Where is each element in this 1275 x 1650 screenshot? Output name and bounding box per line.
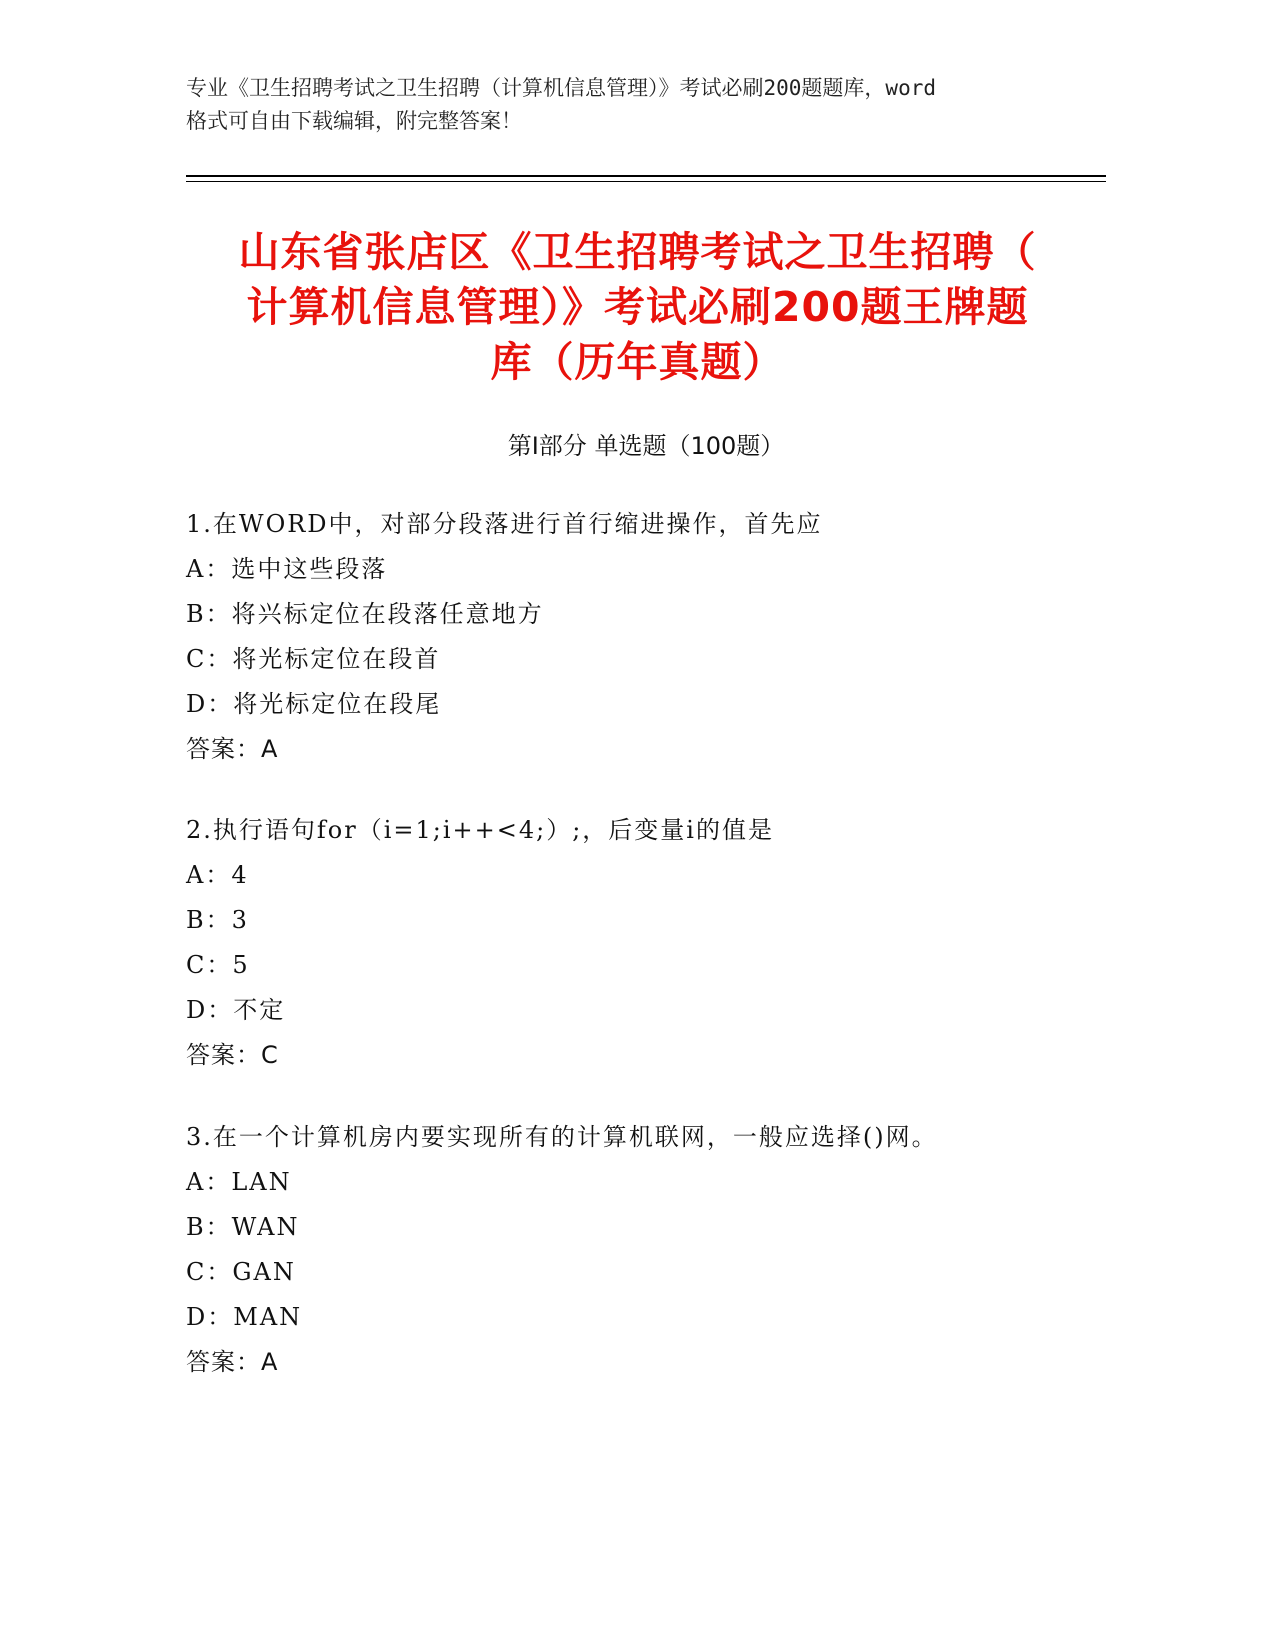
header-divider-thin <box>186 181 1106 182</box>
title-line-3: 库（历年真题） <box>490 338 785 386</box>
question-2 <box>186 808 1106 1078</box>
option-d: D：MAN <box>186 1303 303 1331</box>
section-title: 第Ⅰ部分 单选题（100题） <box>507 432 785 460</box>
title-line-2: 计算机信息管理）》考试必刷200题王牌题 <box>246 283 1029 331</box>
option-c: C：5 <box>186 951 250 979</box>
option-c: C：将光标定位在段首 <box>186 645 441 673</box>
option-b: B：将兴标定位在段落任意地方 <box>186 600 544 628</box>
question-stem: 1.在WORD中，对部分段落进行首行缩进操作，首先应 <box>186 510 823 538</box>
header-divider-thick <box>186 175 1106 177</box>
option-a: A：选中这些段落 <box>186 555 388 583</box>
option-b: B：WAN <box>186 1213 300 1241</box>
question-stem: 2.执行语句for（i=1;i++<4;）;，后变量i的值是 <box>186 816 774 844</box>
header-note <box>186 72 1086 138</box>
header-note-line-2: 格式可自由下载编辑，附完整答案！ <box>186 109 522 133</box>
answer: 答案：C <box>186 1041 279 1069</box>
document-title <box>150 225 1125 390</box>
option-d: D：不定 <box>186 996 286 1024</box>
question-stem: 3.在一个计算机房内要实现所有的计算机联网，一般应选择()网。 <box>186 1123 938 1151</box>
answer: 答案：A <box>186 735 279 763</box>
option-c: C：GAN <box>186 1258 296 1286</box>
header-note-line-1: 专业《卫生招聘考试之卫生招聘（计算机信息管理）》考试必刷200题题库，word <box>186 76 936 100</box>
answer: 答案：A <box>186 1348 279 1376</box>
question-1 <box>186 502 1106 772</box>
title-line-1: 山东省张店区《卫生招聘考试之卫生招聘（ <box>238 228 1037 276</box>
question-3 <box>186 1115 1106 1385</box>
option-b: B：3 <box>186 906 249 934</box>
option-a: A：LAN <box>186 1168 292 1196</box>
option-a: A：4 <box>186 861 249 889</box>
option-d: D：将光标定位在段尾 <box>186 690 442 718</box>
